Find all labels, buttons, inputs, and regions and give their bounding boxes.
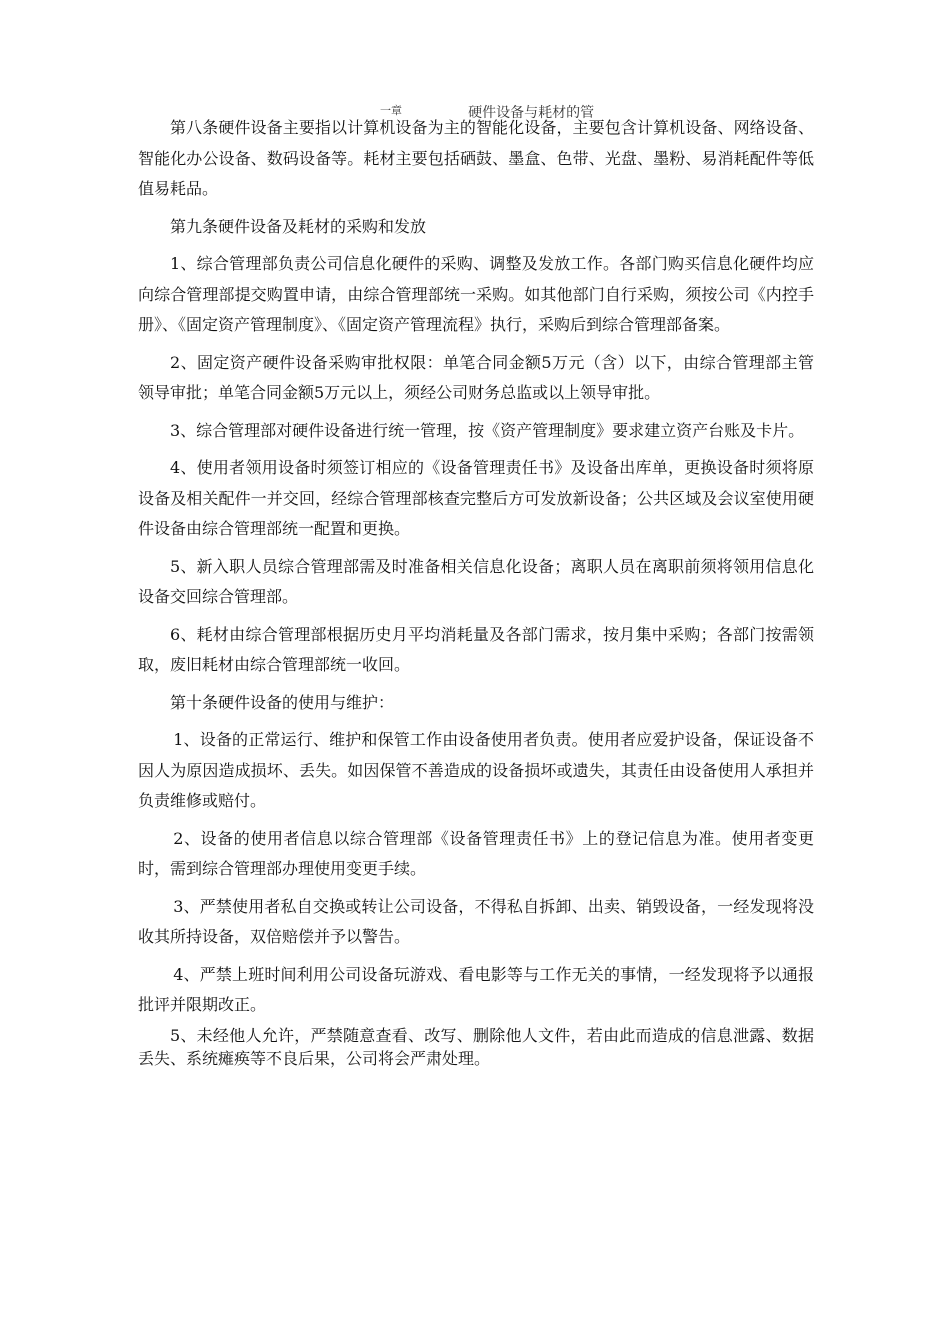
paragraph-10-item-2: 2、设备的使用者信息以综合管理部《设备管理责任书》上的登记信息为准。使用者变更时，需到综合管理部办理使用变更手续。	[138, 828, 814, 878]
paragraph-9-item-4: 4、使用者领用设备时须签订相应的《设备管理责任书》及设备出库单，更换设备时须将原设备及相关配件一并交回，经综合管理部核查完整后方可发放新设备；公共区域及会议室使用硬件设备由综合管理部统一配置和更换。	[138, 458, 814, 538]
paragraph-10-item-4: 4、严禁上班时间利用公司设备玩游戏、看电影等与工作无关的事情，一经发现将予以通报批评并限期改正。	[138, 964, 814, 1014]
document-body	[138, 113, 814, 1070]
paragraph-article-8: 第八条硬件设备主要指以计算机设备为主的智能化设备，主要包含计算机设备、网络设备、智能化办公设备、数码设备等。耗材主要包括硒鼓、墨盒、色带、光盘、墨粉、易消耗配件等低值易耗品。	[138, 118, 814, 198]
paragraph-9-item-5: 5、新入职人员综合管理部需及时准备相关信息化设备；离职人员在离职前须将领用信息化设备交回综合管理部。	[138, 556, 814, 606]
paragraph-10-item-5: 5、未经他人允许，严禁随意查看、改写、删除他人文件，若由此而造成的信息泄露、数据丢失、系统瘫痪等不良后果，公司将会严肃处理。	[138, 1025, 814, 1068]
chapter-fragment: 一章	[380, 104, 402, 117]
paragraph-10-item-3: 3、严禁使用者私自交换或转让公司设备，不得私自拆卸、出卖、销毁设备，一经发现将没收其所持设备，双倍赔偿并予以警告。	[138, 896, 814, 946]
paragraph-article-10-heading: 第十条硬件设备的使用与维护：	[170, 692, 395, 712]
paragraph-9-item-3: 3、综合管理部对硬件设备进行统一管理，按《资产管理制度》要求建立资产台账及卡片。	[170, 420, 805, 440]
paragraph-9-item-2: 2、固定资产硬件设备采购审批权限：单笔合同金额5万元（含）以下，由综合管理部主管领导审批；单笔合同金额5万元以上，须经公司财务总监或以上领导审批。	[138, 352, 814, 402]
paragraph-9-item-1: 1、综合管理部负责公司信息化硬件的采购、调整及发放工作。各部门购买信息化硬件均应向综合管理部提交购置申请，由综合管理部统一采购。如其他部门自行采购，须按公司《内控手册》、《固定资产管理制度》、《固定资产管理流程》执行，采购后到综合管理部备案。	[138, 254, 814, 334]
paragraph-9-item-6: 6、耗材由综合管理部根据历史月平均消耗量及各部门需求，按月集中采购；各部门按需领取，废旧耗材由综合管理部统一收回。	[138, 624, 814, 674]
paragraph-10-item-1: 1、设备的正常运行、维护和保管工作由设备使用者负责。使用者应爱护设备，保证设备不因人为原因造成损坏、丢失。如因保管不善造成的设备损坏或遗失，其责任由设备使用人承担并负责维修或赔付。	[138, 730, 814, 810]
paragraph-article-9-heading: 第九条硬件设备及耗材的采购和发放	[170, 216, 427, 236]
section-title: 硬件设备与耗材的管	[468, 105, 595, 121]
